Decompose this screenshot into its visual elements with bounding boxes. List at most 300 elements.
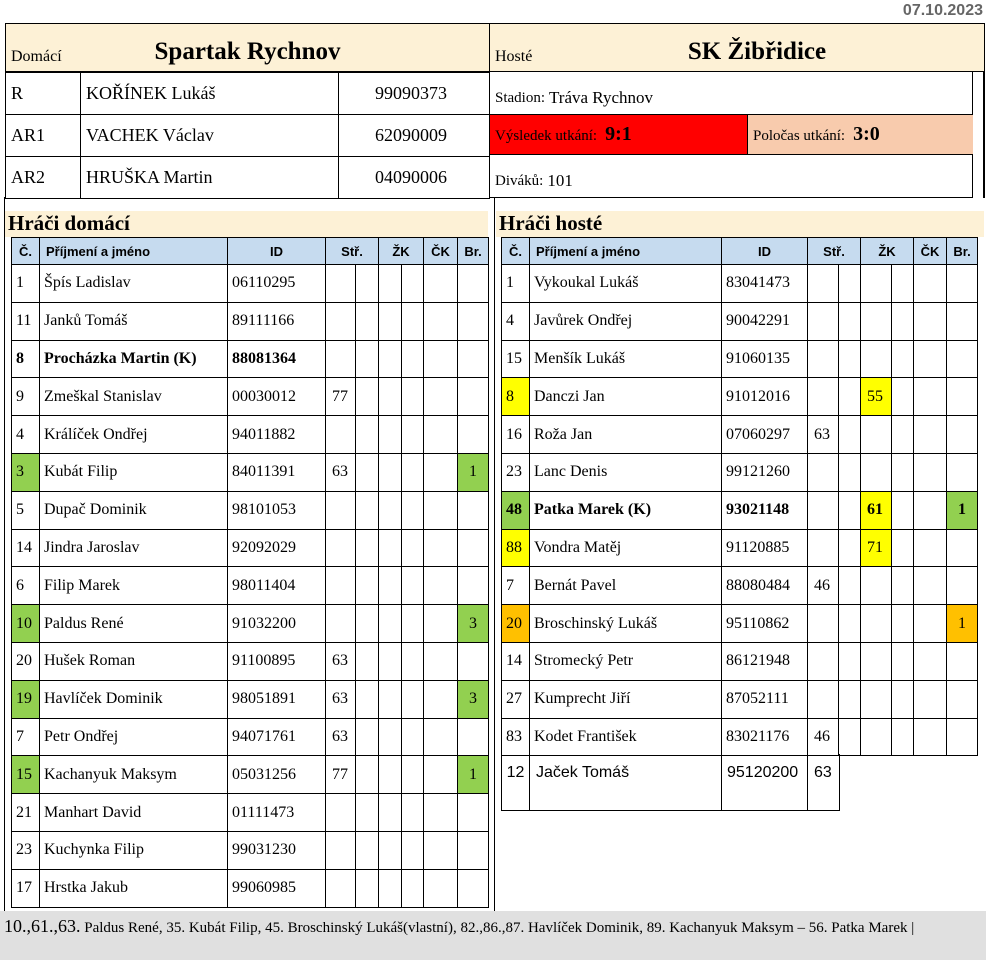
column-header: ID xyxy=(228,238,326,265)
player-sub1: 46 xyxy=(808,567,839,605)
player-yk1 xyxy=(861,567,892,605)
player-yk1 xyxy=(379,529,402,567)
column-header: Br. xyxy=(947,238,978,265)
player-no: 11 xyxy=(12,302,40,340)
player-row xyxy=(502,265,978,303)
player-no: 4 xyxy=(12,416,40,454)
player-no: 10 xyxy=(12,605,40,643)
player-sub1 xyxy=(326,831,356,869)
halftime-label: Poločas utkání: xyxy=(753,128,846,144)
player-sub2 xyxy=(839,378,861,416)
player-yk1: 71 xyxy=(861,529,892,567)
result-value: 9:1 xyxy=(605,123,632,145)
text-cursor: | xyxy=(911,920,915,936)
player-yk2 xyxy=(892,453,914,491)
player-row xyxy=(12,605,489,643)
player-name: Broschinský Lukáš xyxy=(530,605,722,643)
official-name: VACHEK Václav xyxy=(80,114,339,157)
official-name: HRUŠKA Martin xyxy=(80,156,339,199)
player-goals xyxy=(947,378,978,416)
player-sub1 xyxy=(808,680,839,718)
player-goals xyxy=(947,529,978,567)
player-id: 99121260 xyxy=(722,453,808,491)
player-name: Procházka Martin (K) xyxy=(40,340,228,378)
player-id: 98051891 xyxy=(228,680,326,718)
player-goals xyxy=(458,642,489,680)
player-id: 93021148 xyxy=(722,491,808,529)
player-rk xyxy=(424,642,458,680)
player-yk2 xyxy=(892,491,914,529)
player-name: Patka Marek (K) xyxy=(530,491,722,529)
official-id: 04090006 xyxy=(338,156,490,199)
player-goals xyxy=(458,378,489,416)
player-name: Dupač Dominik xyxy=(40,491,228,529)
player-rk xyxy=(424,302,458,340)
player-yk2 xyxy=(892,265,914,303)
player-no: 5 xyxy=(12,491,40,529)
player-yk1 xyxy=(379,453,402,491)
player-sub2 xyxy=(839,718,861,756)
player-goals xyxy=(458,265,489,303)
player-name: Stromecký Petr xyxy=(530,642,722,680)
player-name: Paldus René xyxy=(40,605,228,643)
player-rk xyxy=(424,491,458,529)
player-name: Manhart David xyxy=(40,794,228,832)
player-row xyxy=(502,491,978,529)
player-yk1: 55 xyxy=(861,378,892,416)
player-id: 88081364 xyxy=(228,340,326,378)
player-no: 16 xyxy=(502,416,530,454)
player-sub2 xyxy=(356,680,379,718)
player-sub2 xyxy=(839,453,861,491)
player-sub2 xyxy=(356,605,379,643)
player-yk1 xyxy=(379,831,402,869)
player-name: Bernát Pavel xyxy=(530,567,722,605)
player-rk xyxy=(914,265,947,303)
player-sub1: 63 xyxy=(326,680,356,718)
player-name: Javůrek Ondřej xyxy=(530,302,722,340)
player-goals xyxy=(458,869,489,907)
player-yk2 xyxy=(402,529,424,567)
player-goals xyxy=(947,453,978,491)
player-sub1: 63 xyxy=(326,642,356,680)
player-id: 99060985 xyxy=(228,869,326,907)
player-goals: 1 xyxy=(947,491,978,529)
player-id: 88080484 xyxy=(722,567,808,605)
player-rk xyxy=(424,378,458,416)
player-no: 8 xyxy=(12,340,40,378)
player-sub2 xyxy=(356,718,379,756)
player-rk xyxy=(914,529,947,567)
player-yk2 xyxy=(892,302,914,340)
player-id: 01111473 xyxy=(228,794,326,832)
player-row xyxy=(12,718,489,756)
player-sub2 xyxy=(356,794,379,832)
column-header: Č. xyxy=(12,238,40,265)
player-rk xyxy=(424,756,458,794)
footer-scorers: Paldus René, 35. Kubát Filip, 45. Broschinský Lukáš(vlastní), 82.,86.,87. Havlíček Dominik, 89. Kachanyuk Maksym – 56. Patka Marek xyxy=(84,920,908,936)
player-yk2 xyxy=(402,416,424,454)
player-rk xyxy=(424,529,458,567)
player-row xyxy=(502,718,978,756)
player-row xyxy=(12,869,489,907)
extra-player-name: Jaček Tomáš xyxy=(530,754,722,810)
player-no: 14 xyxy=(502,642,530,680)
player-yk2 xyxy=(402,302,424,340)
column-header: Br. xyxy=(458,238,489,265)
player-id: 91012016 xyxy=(722,378,808,416)
player-yk1 xyxy=(379,378,402,416)
player-goals xyxy=(458,302,489,340)
home-players-title: Hráči domácí xyxy=(8,211,130,235)
player-sub1 xyxy=(326,416,356,454)
player-id: 90042291 xyxy=(722,302,808,340)
official-name: KOŘÍNEK Lukáš xyxy=(80,72,339,115)
player-goals xyxy=(947,416,978,454)
column-header: Stř. xyxy=(808,238,861,265)
player-no: 19 xyxy=(12,680,40,718)
player-goals: 1 xyxy=(947,605,978,643)
player-goals xyxy=(947,340,978,378)
player-row xyxy=(12,491,489,529)
player-sub1: 77 xyxy=(326,378,356,416)
player-sub1 xyxy=(326,869,356,907)
player-row xyxy=(502,378,978,416)
player-sub1 xyxy=(808,378,839,416)
player-id: 99031230 xyxy=(228,831,326,869)
player-no: 88 xyxy=(502,529,530,567)
player-yk1 xyxy=(379,340,402,378)
player-yk1 xyxy=(379,265,402,303)
player-yk2 xyxy=(402,491,424,529)
official-id: 62090009 xyxy=(338,114,490,157)
result-label: Výsledek utkání: xyxy=(495,128,598,144)
player-no: 20 xyxy=(12,642,40,680)
stadium-info xyxy=(490,80,970,116)
player-id: 91100895 xyxy=(228,642,326,680)
player-no: 23 xyxy=(502,453,530,491)
player-name: Roža Jan xyxy=(530,416,722,454)
player-sub1: 63 xyxy=(326,718,356,756)
player-sub2 xyxy=(839,302,861,340)
home-header xyxy=(5,23,490,72)
player-goals: 1 xyxy=(458,453,489,491)
player-sub2 xyxy=(356,756,379,794)
player-yk1 xyxy=(861,680,892,718)
player-goals xyxy=(458,831,489,869)
player-rk xyxy=(914,567,947,605)
player-rk xyxy=(914,416,947,454)
player-no: 27 xyxy=(502,680,530,718)
player-row xyxy=(12,756,489,794)
player-sub2 xyxy=(356,491,379,529)
player-row xyxy=(12,265,489,303)
player-yk1 xyxy=(379,567,402,605)
player-id: 87052111 xyxy=(722,680,808,718)
extra-player-number: 12 xyxy=(502,754,530,810)
player-id: 83041473 xyxy=(722,265,808,303)
away-extra-row xyxy=(501,754,840,811)
player-id: 84011391 xyxy=(228,453,326,491)
player-sub2 xyxy=(356,529,379,567)
player-name: Petr Ondřej xyxy=(40,718,228,756)
player-row xyxy=(502,642,978,680)
extra-player-sub: 63 xyxy=(814,764,832,781)
player-rk xyxy=(424,453,458,491)
player-yk2 xyxy=(892,416,914,454)
player-name: Kodet František xyxy=(530,718,722,756)
player-yk2 xyxy=(892,567,914,605)
player-name: Hušek Roman xyxy=(40,642,228,680)
player-no: 15 xyxy=(502,340,530,378)
player-goals xyxy=(458,340,489,378)
player-yk1: 61 xyxy=(861,491,892,529)
player-no: 8 xyxy=(502,378,530,416)
player-sub1: 63 xyxy=(808,416,839,454)
player-sub1 xyxy=(808,265,839,303)
home-label: Domácí xyxy=(11,48,62,65)
player-yk1 xyxy=(861,302,892,340)
column-header: Stř. xyxy=(326,238,379,265)
player-yk2 xyxy=(402,869,424,907)
player-goals xyxy=(947,265,978,303)
player-yk1 xyxy=(861,718,892,756)
player-row xyxy=(12,680,489,718)
player-yk2 xyxy=(892,605,914,643)
player-sub1 xyxy=(326,529,356,567)
player-yk1 xyxy=(861,416,892,454)
player-no: 14 xyxy=(12,529,40,567)
player-yk1 xyxy=(379,794,402,832)
player-id: 98011404 xyxy=(228,567,326,605)
left-border xyxy=(4,197,5,911)
player-yk2 xyxy=(402,794,424,832)
player-row xyxy=(12,831,489,869)
player-yk2 xyxy=(892,718,914,756)
player-rk xyxy=(424,718,458,756)
player-id: 91032200 xyxy=(228,605,326,643)
column-header: Č. xyxy=(502,238,530,265)
official-role: AR1 xyxy=(5,114,81,157)
player-sub2 xyxy=(356,453,379,491)
player-id: 89111166 xyxy=(228,302,326,340)
stadium-label: Stadion: xyxy=(495,89,546,106)
player-id: 94011882 xyxy=(228,416,326,454)
player-yk1 xyxy=(379,718,402,756)
player-rk xyxy=(914,340,947,378)
player-rk xyxy=(914,491,947,529)
player-row xyxy=(12,302,489,340)
player-yk2 xyxy=(402,453,424,491)
away-players-title: Hráči hosté xyxy=(499,211,603,235)
player-name: Kachanyuk Maksym xyxy=(40,756,228,794)
player-no: 15 xyxy=(12,756,40,794)
player-yk2 xyxy=(402,718,424,756)
player-goals xyxy=(458,491,489,529)
column-header: Příjmení a jméno xyxy=(530,238,722,265)
player-id: 95110862 xyxy=(722,605,808,643)
player-yk1 xyxy=(861,340,892,378)
player-rk xyxy=(914,718,947,756)
away-header xyxy=(489,23,985,72)
player-goals xyxy=(458,718,489,756)
column-header: ID xyxy=(722,238,808,265)
player-id: 00030012 xyxy=(228,378,326,416)
player-yk2 xyxy=(402,378,424,416)
player-yk2 xyxy=(402,265,424,303)
player-yk1 xyxy=(861,605,892,643)
player-sub1 xyxy=(808,642,839,680)
player-rk xyxy=(914,680,947,718)
player-sub2 xyxy=(839,340,861,378)
column-header: ŽK xyxy=(861,238,914,265)
column-header: ŽK xyxy=(379,238,424,265)
player-name: Danczi Jan xyxy=(530,378,722,416)
player-sub1 xyxy=(326,265,356,303)
player-rk xyxy=(424,680,458,718)
player-sub1 xyxy=(808,605,839,643)
player-row xyxy=(502,680,978,718)
player-name: Kuchynka Filip xyxy=(40,831,228,869)
player-goals: 3 xyxy=(458,680,489,718)
player-sub2 xyxy=(356,302,379,340)
player-row xyxy=(502,567,978,605)
player-sub1 xyxy=(326,605,356,643)
player-rk xyxy=(914,605,947,643)
home-title-bar xyxy=(5,211,488,237)
player-goals xyxy=(458,416,489,454)
player-row xyxy=(12,642,489,680)
player-name: Králíček Ondřej xyxy=(40,416,228,454)
player-sub2 xyxy=(356,831,379,869)
column-header: Příjmení a jméno xyxy=(40,238,228,265)
info-border xyxy=(983,71,985,198)
spectators-info xyxy=(490,163,970,199)
player-name: Vondra Matěj xyxy=(530,529,722,567)
player-row xyxy=(12,340,489,378)
player-sub2 xyxy=(839,416,861,454)
match-date: 07.10.2023 xyxy=(902,2,983,19)
player-no: 9 xyxy=(12,378,40,416)
player-no: 21 xyxy=(12,794,40,832)
player-yk2 xyxy=(402,642,424,680)
player-goals xyxy=(947,567,978,605)
player-sub1 xyxy=(808,302,839,340)
player-no: 7 xyxy=(502,567,530,605)
player-goals xyxy=(947,680,978,718)
player-id: 98101053 xyxy=(228,491,326,529)
player-row xyxy=(502,453,978,491)
player-sub1: 63 xyxy=(326,453,356,491)
player-no: 48 xyxy=(502,491,530,529)
player-rk xyxy=(424,794,458,832)
player-sub2 xyxy=(356,642,379,680)
player-yk1 xyxy=(379,869,402,907)
player-no: 23 xyxy=(12,831,40,869)
player-id: 05031256 xyxy=(228,756,326,794)
player-sub2 xyxy=(356,265,379,303)
player-rk xyxy=(914,378,947,416)
away-label: Hosté xyxy=(495,48,533,65)
player-yk1 xyxy=(379,642,402,680)
player-sub2 xyxy=(839,605,861,643)
home-team-name: Spartak Rychnov xyxy=(154,38,341,65)
player-name: Janků Tomáš xyxy=(40,302,228,340)
player-name: Hrstka Jakub xyxy=(40,869,228,907)
player-yk1 xyxy=(379,680,402,718)
player-yk2 xyxy=(402,756,424,794)
official-role: R xyxy=(5,72,81,115)
player-yk2 xyxy=(402,831,424,869)
column-header: ČK xyxy=(914,238,947,265)
player-id: 91120885 xyxy=(722,529,808,567)
player-sub1 xyxy=(326,302,356,340)
player-no: 20 xyxy=(502,605,530,643)
player-yk2 xyxy=(892,378,914,416)
player-rk xyxy=(424,416,458,454)
player-rk xyxy=(424,869,458,907)
player-row xyxy=(12,416,489,454)
player-yk1 xyxy=(861,642,892,680)
player-goals xyxy=(458,567,489,605)
player-sub1 xyxy=(326,567,356,605)
player-row xyxy=(12,567,489,605)
result-box xyxy=(490,114,748,155)
player-sub2 xyxy=(839,567,861,605)
player-sub2 xyxy=(839,491,861,529)
player-yk2 xyxy=(402,680,424,718)
player-rk xyxy=(914,302,947,340)
player-yk1 xyxy=(379,416,402,454)
player-yk2 xyxy=(402,340,424,378)
player-rk xyxy=(914,642,947,680)
spectators-value: 101 xyxy=(547,171,573,190)
player-yk1 xyxy=(379,491,402,529)
player-name: Vykoukal Lukáš xyxy=(530,265,722,303)
player-name: Filip Marek xyxy=(40,567,228,605)
player-sub2 xyxy=(356,340,379,378)
player-yk2 xyxy=(892,642,914,680)
player-name: Lanc Denis xyxy=(530,453,722,491)
away-title-bar xyxy=(496,211,984,237)
player-yk2 xyxy=(892,529,914,567)
player-row xyxy=(12,794,489,832)
goals-footer xyxy=(0,911,986,960)
player-sub2 xyxy=(356,567,379,605)
player-sub1 xyxy=(808,453,839,491)
player-yk2 xyxy=(892,340,914,378)
player-goals: 3 xyxy=(458,605,489,643)
home-players-table xyxy=(11,237,489,908)
player-id: 06110295 xyxy=(228,265,326,303)
player-yk1 xyxy=(861,265,892,303)
halftime-value: 3:0 xyxy=(853,123,880,145)
player-row xyxy=(12,529,489,567)
player-yk2 xyxy=(892,680,914,718)
player-rk xyxy=(424,567,458,605)
player-row xyxy=(12,378,489,416)
player-name: Jindra Jaroslav xyxy=(40,529,228,567)
player-id: 86121948 xyxy=(722,642,808,680)
player-row xyxy=(502,529,978,567)
player-row xyxy=(502,302,978,340)
player-yk1 xyxy=(379,756,402,794)
player-yk2 xyxy=(402,567,424,605)
player-name: Špís Ladislav xyxy=(40,265,228,303)
player-sub1 xyxy=(808,340,839,378)
halftime-box xyxy=(747,114,973,155)
player-sub1: 77 xyxy=(326,756,356,794)
